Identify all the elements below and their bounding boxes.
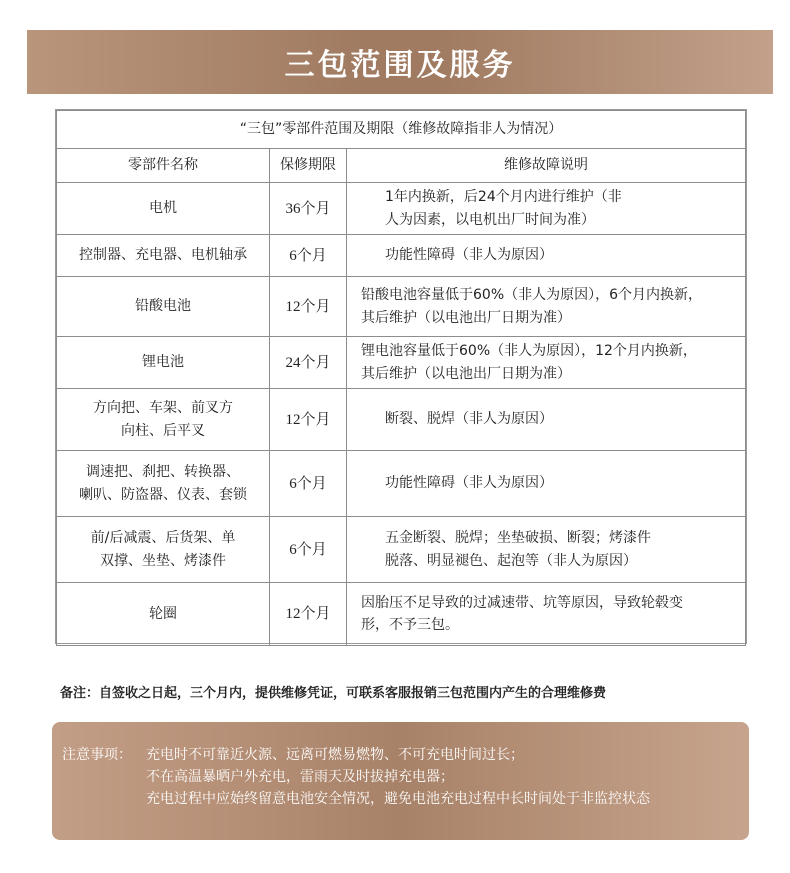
part-name: 喇叭、防盗器、仪表、套锁: [79, 486, 247, 503]
warranty-period: 12个月: [270, 389, 347, 451]
part-name: 控制器、充电器、电机轴承: [79, 247, 247, 264]
notice-label: 注意事项：: [62, 747, 132, 763]
table-row: [57, 583, 746, 646]
part-name: 轮圈: [149, 605, 177, 622]
fault-desc-line: 形，不予三包。: [361, 617, 459, 633]
warranty-table: [55, 109, 747, 644]
table-row: [57, 451, 746, 517]
remark-note: 备注：自签收之日起，三个月内，提供维修凭证，可联系客服报销三包范围内产生的合理维修费: [60, 686, 607, 701]
warranty-period: 6个月: [270, 517, 347, 583]
page-title: 三包范围及服务: [284, 48, 516, 83]
table-row: [57, 389, 746, 451]
table-row: [57, 517, 746, 583]
fault-desc-line: 功能性障碍（非人为原因）: [385, 247, 553, 264]
table-row: [57, 235, 746, 277]
table-row: [57, 183, 746, 235]
fault-desc-line: 其后维护（以电池出厂日期为准）: [361, 309, 571, 326]
fault-desc-line: 功能性障碍（非人为原因）: [385, 475, 553, 492]
table-row: [57, 337, 746, 389]
table-title: “三包”零部件范围及期限（维修故障指非人为情况）: [57, 111, 746, 149]
warranty-period: 36个月: [270, 183, 347, 235]
warranty-period: 12个月: [270, 277, 347, 337]
fault-desc-line: 铅酸电池容量低于60%（非人为原因），6个月内换新，: [361, 287, 703, 304]
table-row: [57, 277, 746, 337]
fault-desc-line: 因胎压不足导致的过减速带、坑等原因，导致轮毂变: [361, 594, 683, 611]
notice-line: 不在高温暴晒户外充电，雷雨天及时拔掉充电器；: [146, 769, 454, 785]
header-part: 零部件名称: [57, 149, 270, 183]
part-name: 前/后减震、后货架、单: [90, 530, 236, 547]
header-period: 保修期限: [270, 149, 347, 183]
fault-desc-line: 断裂、脱焊（非人为原因）: [385, 411, 553, 428]
fault-desc-line: 1年内换新，后24个月内进行维护（非: [385, 189, 622, 206]
part-name: 电机: [149, 200, 177, 217]
notice-line: 充电时不可靠近火源、远离可燃易燃物、不可充电时间过长；: [146, 747, 524, 763]
warranty-period: 6个月: [270, 235, 347, 277]
header-desc: 维修故障说明: [347, 149, 746, 183]
part-name: 调速把、刹把、转换器、: [86, 464, 240, 481]
fault-desc-line: 五金断裂、脱焊；坐垫破损、断裂；烤漆件: [385, 530, 651, 547]
fault-desc-line: 锂电池容量低于60%（非人为原因），12个月内换新，: [361, 343, 697, 360]
warranty-period: 24个月: [270, 337, 347, 389]
part-name: 铅酸电池: [135, 298, 191, 315]
notice-box: [52, 722, 749, 840]
part-name: 锂电池: [142, 354, 184, 371]
title-banner: [27, 30, 773, 94]
fault-desc-line: 其后维护（以电池出厂日期为准）: [361, 365, 571, 382]
fault-desc-line: 脱落、明显褪色、起泡等（非人为原因）: [385, 552, 637, 569]
part-name: 方向把、车架、前叉方: [93, 400, 233, 417]
part-name: 向柱、后平叉: [121, 422, 205, 439]
warranty-period: 6个月: [270, 451, 347, 517]
fault-desc-line: 人为因素，以电机出厂时间为准）: [385, 211, 595, 228]
warranty-period: 12个月: [270, 583, 347, 646]
part-name: 双撑、坐垫、烤漆件: [100, 552, 226, 569]
notice-line: 充电过程中应始终留意电池安全情况，避免电池充电过程中长时间处于非监控状态: [146, 791, 650, 807]
